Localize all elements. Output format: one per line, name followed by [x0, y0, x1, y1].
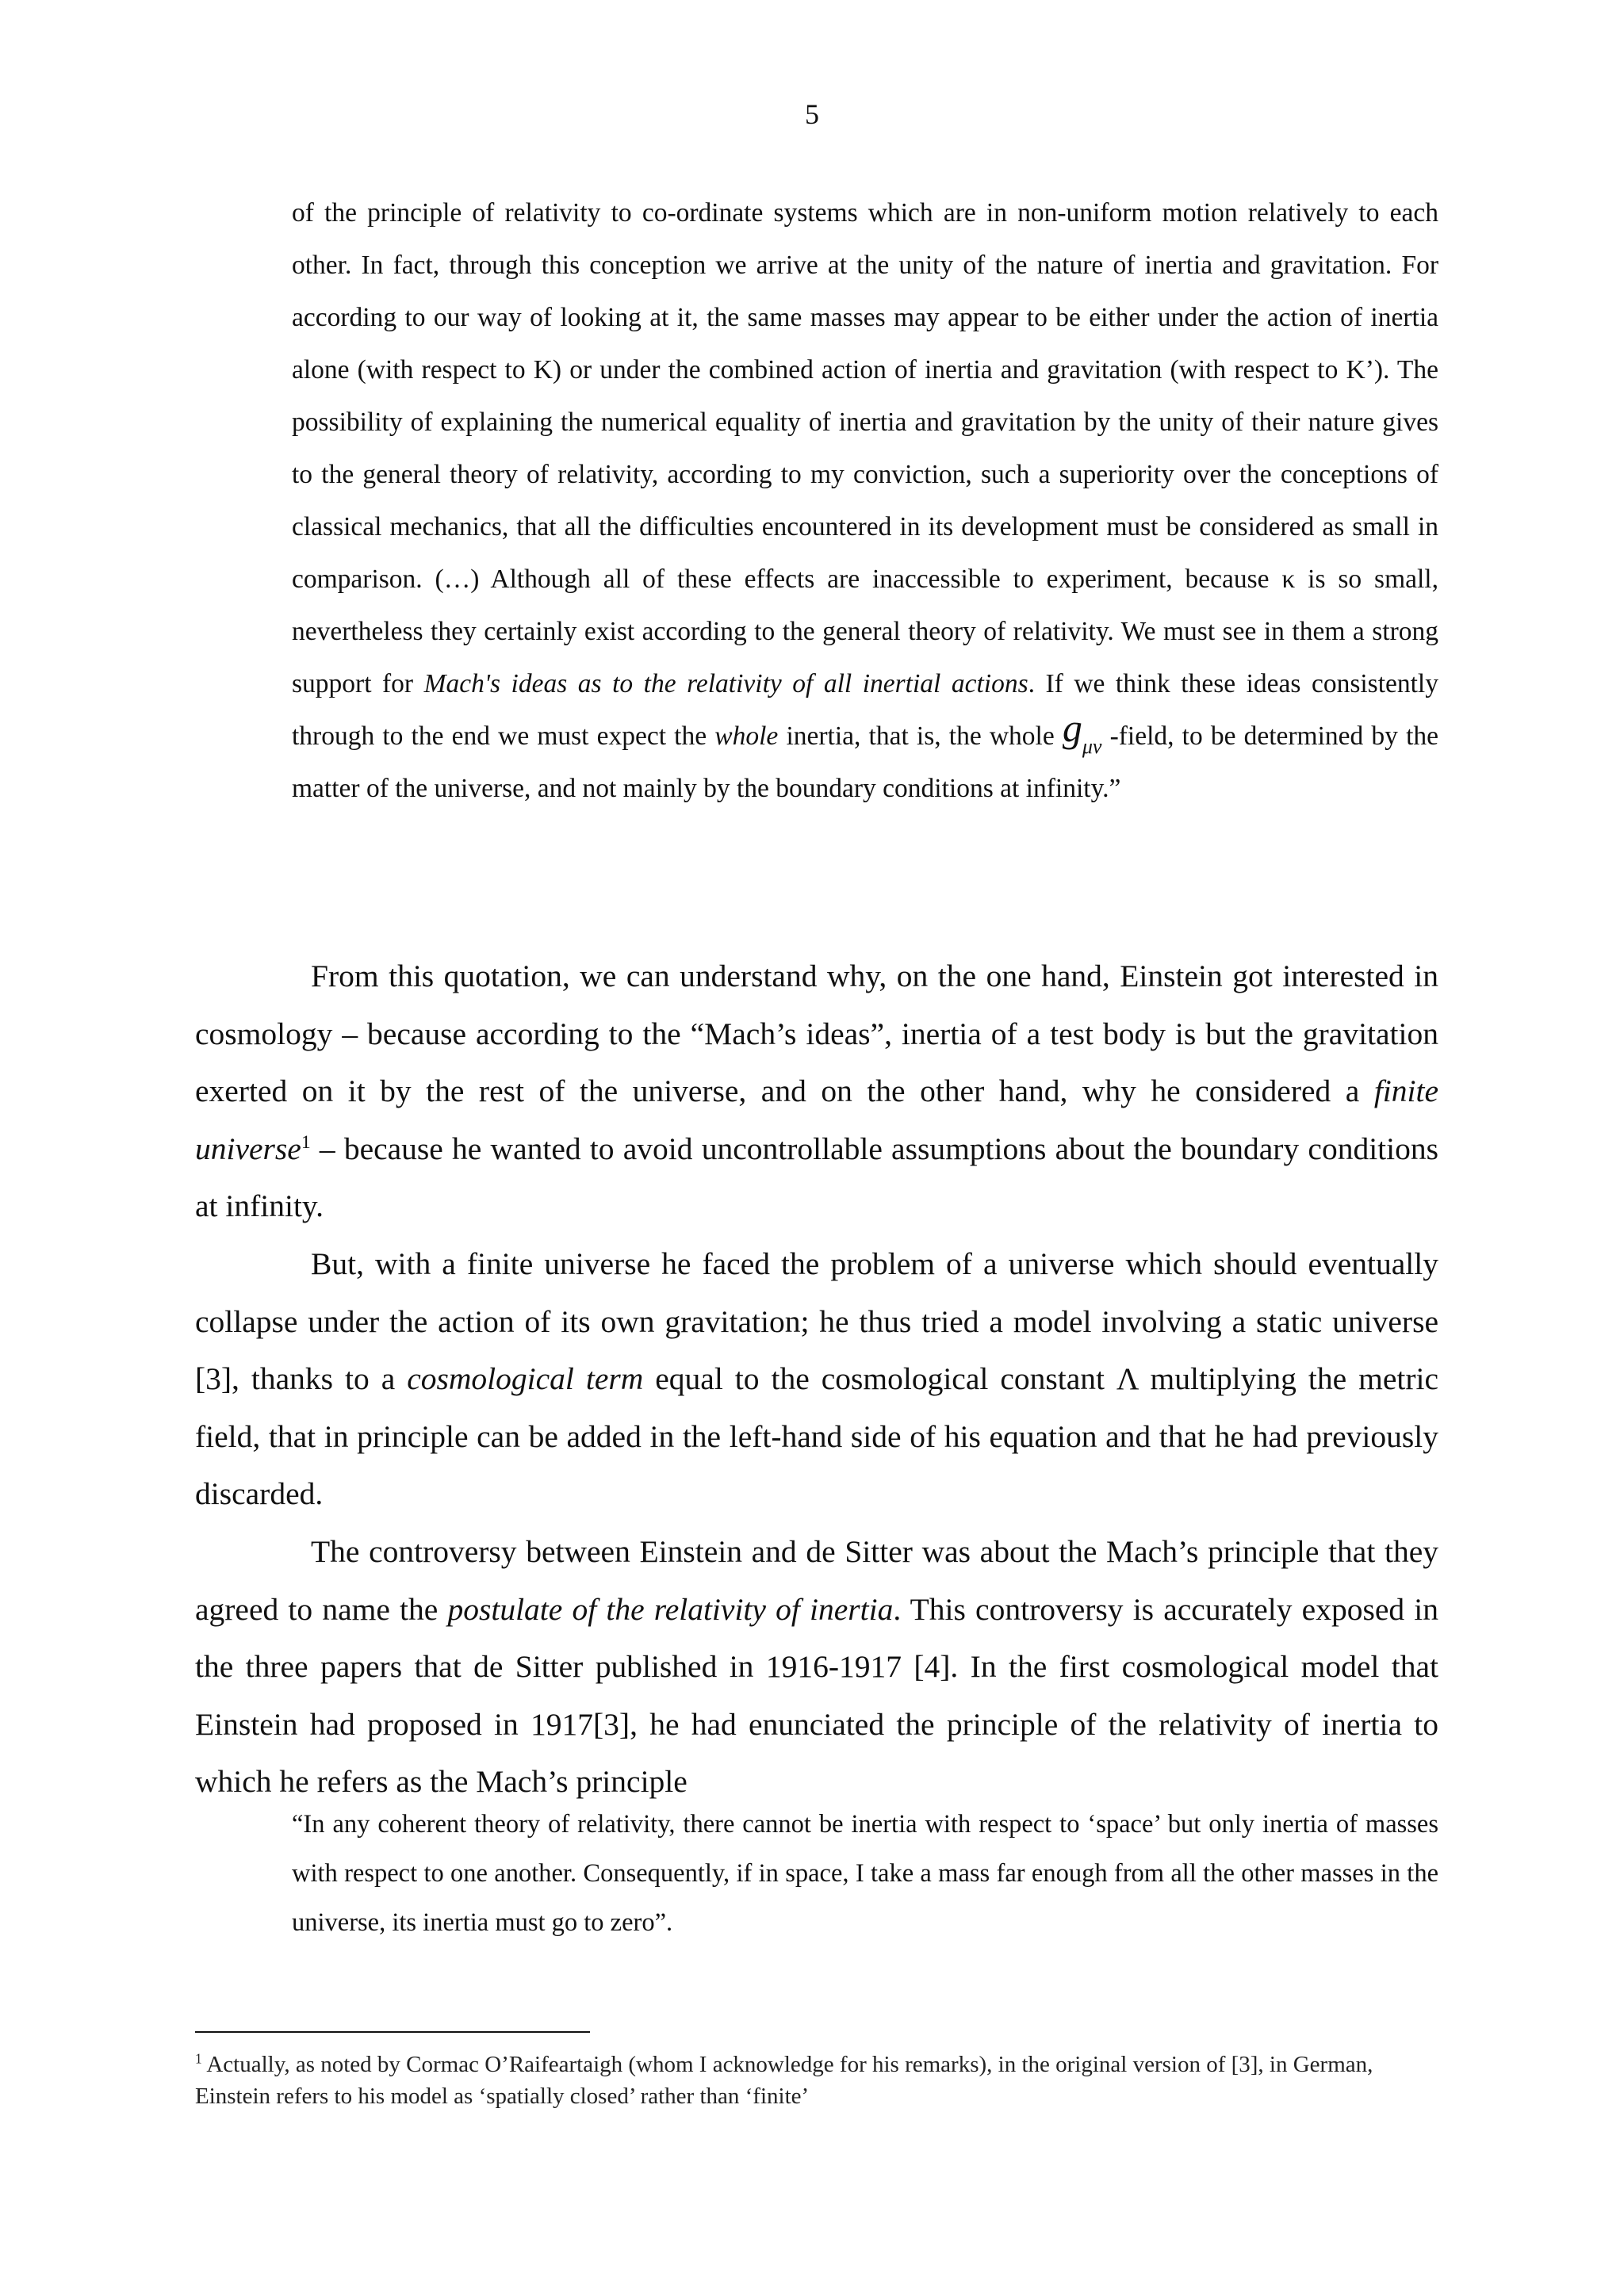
- footnote-marker: 1: [195, 2050, 202, 2067]
- paragraph-text: . This controversy is accurately exposed in the three papers that de Sitter published in 1916-1917 [4]. In the first cosmological model that Einstein had proposed in 1917[3], he had enunciated the principle of the relativity of inertia to which he refers as the Mach’s principle: [195, 1591, 1438, 1800]
- quote-emphasis-machs-ideas: Mach's ideas as to the relativity of all inertial actions: [423, 669, 1028, 698]
- footnote: [195, 2049, 1448, 2112]
- quote-paragraph: “In any coherent theory of relativity, there cannot be inertia with respect to ‘space’ but only inertia of masses with respect to one another. Consequently, if in space, I take a mass far enough from all the other masses in the universe, its inertia must go to zero”.: [292, 1810, 1438, 1937]
- paragraph-text: From this quotation, we can understand why, on the one hand, Einstein got interested in cosmology – because according to the “Mach’s ideas”, inertia of a test body is but the gravitation exerted on it by the rest of the universe, and on the other hand, why he considered a: [195, 959, 1438, 1109]
- quote-paragraph: [292, 187, 1438, 815]
- body-text: [195, 947, 1438, 1811]
- paragraph-text: But, with a finite universe he faced the problem of a universe which should eventually collapse under the action of its own gravitation; he thus tried a model involving a static universe [3], thanks to a: [195, 1246, 1438, 1397]
- page-number: 5: [805, 98, 819, 130]
- quote-text: -field, to be determined by the matter of the universe, and not mainly by the boundary conditions at infinity.”: [292, 721, 1438, 803]
- body-paragraph-1: [195, 947, 1438, 1235]
- metric-symbol-g: g: [1062, 706, 1082, 750]
- body-paragraph-2: [195, 1235, 1438, 1523]
- emphasis-cosmological-term: cosmological term: [407, 1361, 644, 1397]
- footnote-text: Actually, as noted by Cormac O’Raifeartaigh (whom I acknowledge for his remarks), in the original version of [3], in German, Einstein refers to his model as ‘spatially closed’ rather than ‘finite’: [195, 2052, 1373, 2109]
- quote-emphasis-whole: whole: [714, 721, 779, 751]
- quote-text: of the principle of relativity to co-ordinate systems which are in non-uniform motion relatively to each other. In fact, through this conception we arrive at the unity of the nature of inertia and gravitation. For according to our way of looking at it, the same masses may appear to be either under the action of inertia alone (with respect to K) or under the combined action of inertia and gravitation (with respect to K’). The possibility of explaining the numerical equality of inertia and gravitation by the unity of their nature gives to the general theory of relativity, according to my conviction, such a superiority over the conceptions of classical mechanics, that all the difficulties encountered in its development must be considered as small in comparison. (…) Although all of these effects are inaccessible to experiment, because κ is so small, nevertheless they certainly exist according to the general theory of relativity. We must see in them a strong support for: [292, 198, 1438, 698]
- body-paragraph-3: [195, 1523, 1438, 1811]
- quote-text: inertia, that is, the whole: [778, 721, 1063, 751]
- emphasis-postulate: postulate of the relativity of inertia: [447, 1591, 894, 1627]
- quote-text: . If we think these ideas consistently through to the end we must expect the: [292, 669, 1438, 751]
- metric-subscript: μν: [1082, 735, 1102, 758]
- paragraph-text: The controversy between Einstein and de Sitter was about the Mach’s principle that they agreed to name the: [195, 1533, 1438, 1627]
- footnote-reference: 1: [301, 1131, 311, 1153]
- emphasis-finite-universe: finite universe: [195, 1073, 1438, 1166]
- footnote-divider: [195, 2031, 590, 2033]
- paragraph-text: equal to the cosmological constant Λ multiplying the metric field, that in principle can be added in the left-hand side of his equation and that he had previously discarded.: [195, 1361, 1438, 1512]
- block-quote-machs-principle: [292, 1800, 1438, 1947]
- paragraph-text: – because he wanted to avoid uncontrollable assumptions about the boundary conditions at infinity.: [195, 1131, 1438, 1224]
- block-quote-einstein: [292, 187, 1438, 815]
